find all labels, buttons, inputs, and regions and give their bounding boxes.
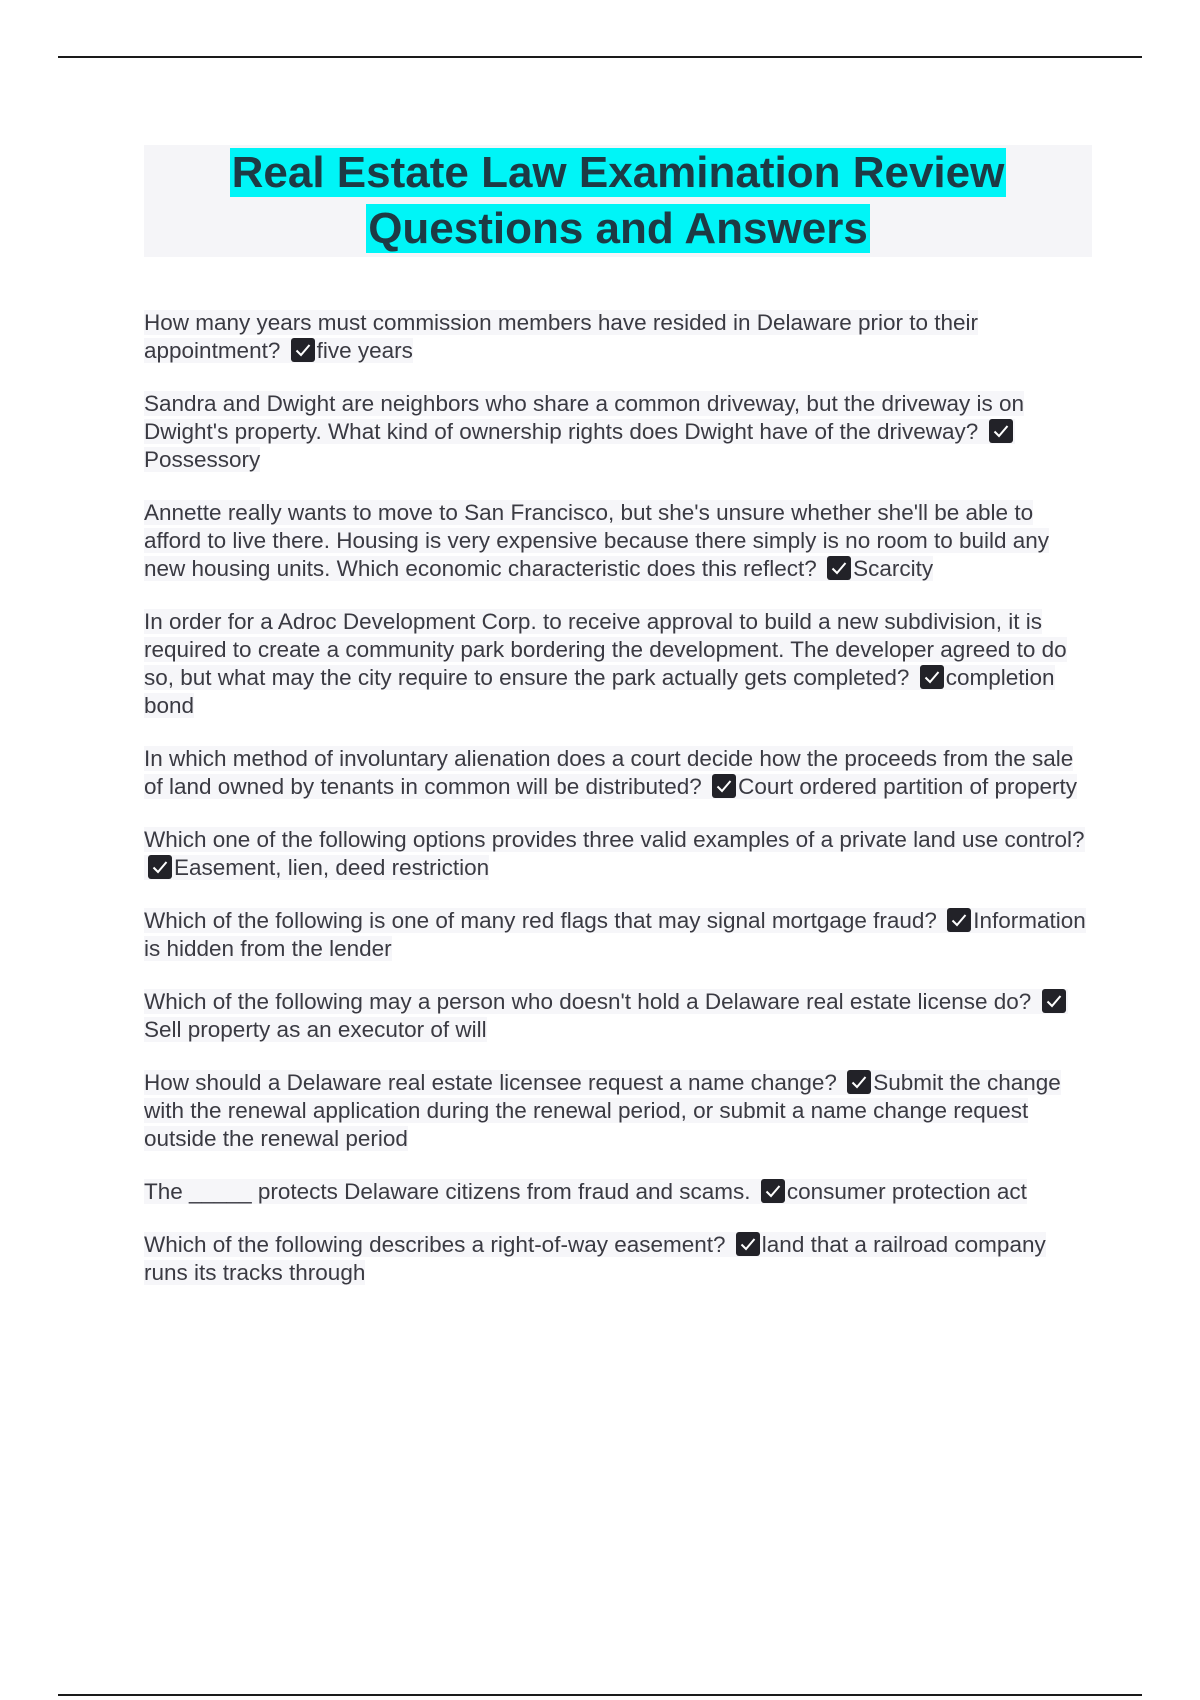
answer-text: Court ordered partition of property [738, 774, 1078, 799]
check-mark-icon [291, 338, 315, 362]
top-rule [58, 56, 1142, 58]
check-mark-icon [148, 855, 172, 879]
question-text: The _____ protects Delaware citizens from fraud and scams. [144, 1179, 751, 1204]
check-mark-icon [827, 556, 851, 580]
question-text: How many years must commission members have resided in Delaware prior to their appointment? [144, 310, 979, 363]
answer-text: Sell property as an executor of will [144, 1017, 487, 1042]
qa-item [144, 309, 1092, 365]
question-text: Which of the following may a person who doesn't hold a Delaware real estate license do? [144, 989, 1032, 1014]
qa-item [144, 1231, 1092, 1287]
check-mark-icon [712, 774, 736, 798]
qa-item [144, 826, 1092, 882]
question-text: Annette really wants to move to San Francisco, but she's unsure whether she'll be able to afford to live there. Housing is very expensive because there simply is no room to build any new housing units. Which economic characteristic does this reflect? [144, 500, 1050, 581]
answer-text: Possessory [144, 447, 261, 472]
qa-item [144, 499, 1092, 583]
question-text: How should a Delaware real estate licensee request a name change? [144, 1070, 837, 1095]
page-title-line-2: Questions and Answers [368, 204, 868, 253]
check-mark-icon [736, 1232, 760, 1256]
qa-item [144, 1069, 1092, 1153]
page-title-line-1: Real Estate Law Examination Review [231, 148, 1005, 197]
answer-text: five years [316, 338, 413, 363]
qa-item [144, 1178, 1092, 1206]
qa-item [144, 907, 1092, 963]
question-text: Sandra and Dwight are neighbors who share a common driveway, but the driveway is on Dwight's property. What kind of ownership rights does Dwight have of the driveway? [144, 391, 1025, 444]
bottom-rule [58, 1694, 1142, 1696]
check-mark-icon [989, 419, 1013, 443]
qa-item [144, 988, 1092, 1044]
answer-text: Scarcity [853, 556, 934, 581]
check-mark-icon [1042, 989, 1066, 1013]
title-block [144, 145, 1092, 257]
qa-item [144, 608, 1092, 720]
question-text: In order for a Adroc Development Corp. to receive approval to build a new subdivision, it is required to create a community park bordering the development. The developer agreed to do so, but what may the city require to ensure the park actually gets completed? [144, 609, 1067, 690]
check-mark-icon [920, 665, 944, 689]
check-mark-icon [761, 1179, 785, 1203]
answer-text: land that a railroad company runs its tracks through [144, 1232, 1046, 1285]
question-text: In which method of involuntary alienation does a court decide how the proceeds from the sale of land owned by tenants in common will be distributed? [144, 746, 1074, 799]
check-mark-icon [847, 1070, 871, 1094]
answer-text: completion bond [144, 665, 1055, 718]
qa-list [144, 309, 1092, 1312]
check-mark-icon [947, 908, 971, 932]
qa-item [144, 390, 1092, 474]
question-text: Which of the following is one of many red flags that may signal mortgage fraud? [144, 908, 937, 933]
answer-text: Easement, lien, deed restriction [174, 855, 490, 880]
answer-text: Submit the change with the renewal application during the renewal period, or submit a name change request outside the renewal period [144, 1070, 1061, 1151]
qa-item [144, 745, 1092, 801]
answer-text: consumer protection act [786, 1179, 1027, 1204]
question-text: Which of the following describes a right-of-way easement? [144, 1232, 726, 1257]
question-text: Which one of the following options provides three valid examples of a private land use control? [144, 827, 1085, 852]
answer-text: Information is hidden from the lender [144, 908, 1086, 961]
